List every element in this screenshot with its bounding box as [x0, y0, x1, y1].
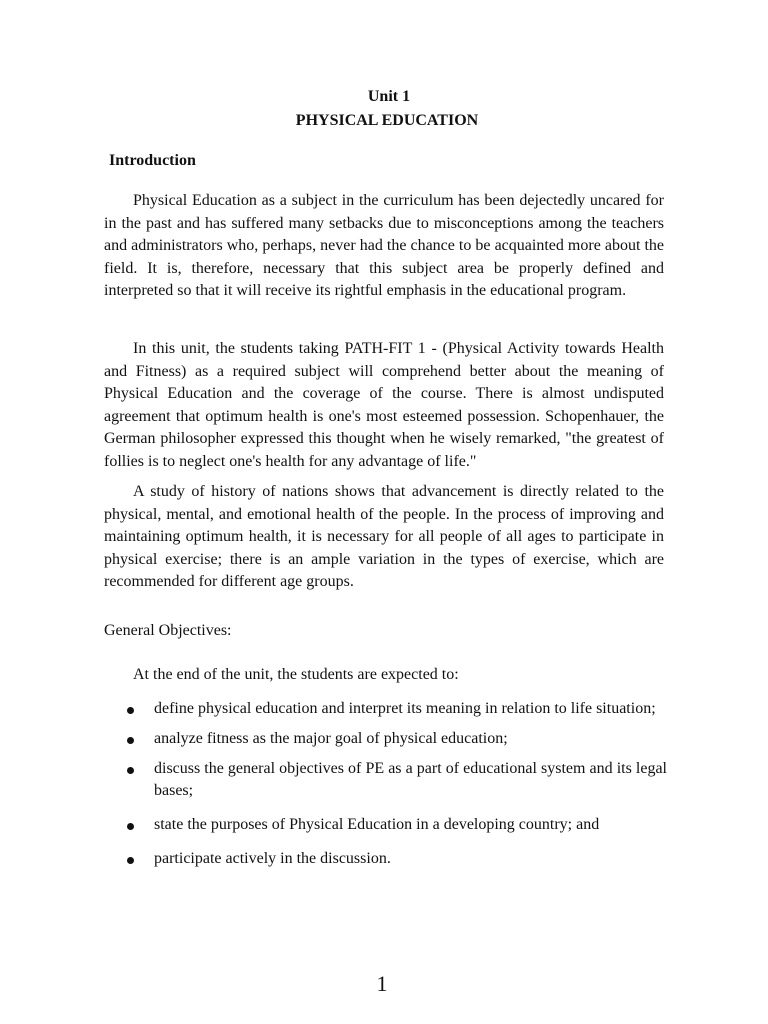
objective-text: participate actively in the discussion. [154, 850, 391, 867]
objective-text: discuss the general objectives of PE as a part of educational system and its legal bases; [154, 760, 667, 799]
objective-text: define physical education and interpret its meaning in relation to life situation; [154, 700, 656, 717]
objective-text: analyze fitness as the major goal of physical education; [154, 730, 508, 747]
unit-title: PHYSICAL EDUCATION [295, 112, 479, 129]
introduction-heading: Introduction [109, 152, 196, 169]
list-item [127, 728, 667, 750]
intro-paragraph-1: Physical Education as a subject in the curriculum has been dejectedly uncared for in the past and has suffered many setbacks due to misconceptions among the teachers and administrators who, perhaps, never had the chance to be acquainted more about the field. It is, therefore, necessary that this subject area be properly defined and interpreted so that it will receive its rightful emphasis in the educational program. [104, 192, 664, 300]
objectives-list [127, 698, 667, 878]
page-number: 1 [376, 971, 388, 996]
objective-text: state the purposes of Physical Education in a developing country; and [154, 816, 600, 833]
intro-paragraph-2: In this unit, the students taking PATH-FIT 1 - (Physical Activity towards Health and Fitness) as a required subject will comprehend better about the meaning of Physical Education and the coverage of the course. There is almost undisputed agreement that optimum health is one's most esteemed possession. Schopenhauer, the German philosopher expressed this thought when he wisely remarked, "the greatest of follies is to neglect one's health for any advantage of life." [104, 340, 664, 470]
bullet-icon [127, 823, 134, 830]
bullet-icon [127, 857, 134, 864]
list-item [127, 758, 667, 802]
list-item [127, 698, 667, 720]
bullet-icon [127, 707, 134, 714]
unit-label: Unit 1 [367, 88, 411, 105]
objectives-heading: General Objectives: [104, 622, 232, 639]
list-item [127, 814, 667, 836]
list-item [127, 848, 667, 870]
bullet-icon [127, 767, 134, 774]
objectives-intro: At the end of the unit, the students are expected to: [133, 666, 459, 683]
bullet-icon [127, 737, 134, 744]
intro-paragraph-3: A study of history of nations shows that advancement is directly related to the physical, mental, and emotional health of the people. In the process of improving and maintaining optimum health, it is necessary for all people of all ages to participate in physical exercise; there is an ample variation in the types of exercise, which are recommended for different age groups. [104, 483, 664, 591]
